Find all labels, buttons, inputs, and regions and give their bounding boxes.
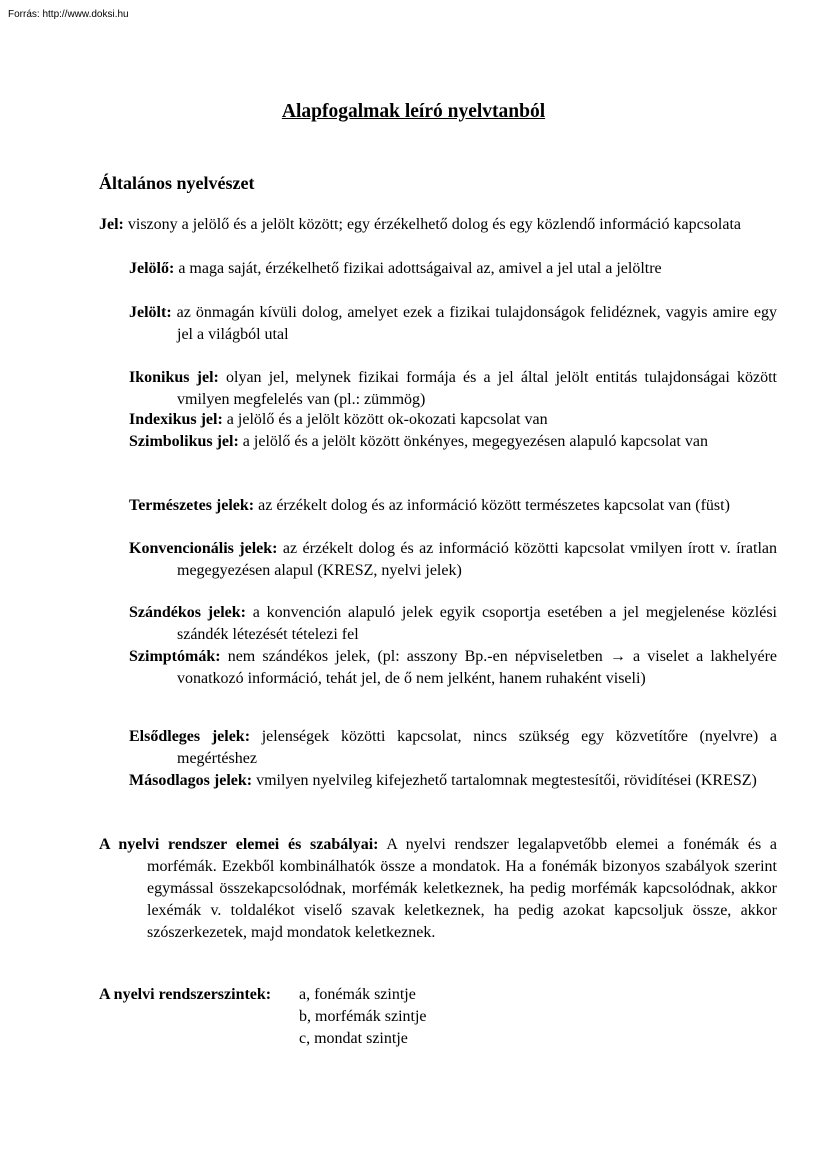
definition-termeszetes [129, 495, 777, 517]
page-title: Alapfogalmak leíró nyelvtanból [281, 101, 546, 122]
definition-text: viszony a jelölő és a jelölt között; egy érzékelhető dolog és egy közlendő információ kapcsolata [123, 216, 742, 233]
term: Jel: [99, 216, 124, 233]
rendszerszintek-label [99, 984, 271, 1006]
definition-szimptomak [129, 646, 777, 690]
term: Szimbolikus jel: [129, 433, 239, 450]
term: Jelölt: [129, 304, 172, 321]
section-heading: Általános nyelvészet [99, 173, 255, 193]
definition-text: A nyelvi rendszer legalapvetőbb elemei a fonémák és a morfémák. Ezekből kombinálhatók össze a mondatok. Ha a fonémák bizonyos szabályok szerint egymással összekapcsolódnak, morfémák keletkeznek, ha pedig morfémák kapcsolódnak, akkor lexémák v. toldalékot viselő szavak keletkeznek, ha pedig azokat kapcsoljuk össze, akkor szószerkezetek, majd mondatok keletkeznek. [147, 836, 778, 941]
definition-text: nem szándékos jelek, (pl: asszony Bp.-en népviseletben → a viselet a lakhelyére vonatkozó információ, tehát jel, de ő nem jelként, hanem ruhaként viseli) [177, 648, 777, 687]
term: Konvencionális jelek: [129, 540, 278, 557]
term: A nyelvi rendszer elemei és szabályai: [99, 836, 379, 853]
term: Indexikus jel: [129, 411, 223, 428]
definition-nyelvi-rendszer [99, 834, 777, 944]
definition-jelolo [129, 258, 777, 280]
definition-szimbolikus [129, 431, 777, 453]
term: Ikonikus jel: [129, 369, 219, 386]
term: Jelölő: [129, 260, 175, 277]
definition-szandekos [129, 602, 777, 646]
definition-text: a jelölő és a jelölt között önkényes, megegyezésen alapuló kapcsolat van [238, 433, 708, 450]
level-item: b, morfémák szintje [299, 1008, 427, 1025]
definition-konvencionalis [129, 538, 777, 582]
definition-text: vmilyen nyelvileg kifejezhető tartalomnak megtestesítői, rövidítései (KRESZ) [252, 772, 757, 789]
definition-jel [99, 214, 769, 236]
definition-text: olyan jel, melynek fizikai formája és a jel által jelölt entitás tulajdonságai között vmilyen megfelelés van (pl.: zümmög) [177, 369, 777, 408]
definition-masodlagos [129, 770, 777, 792]
term: A nyelvi rendszerszintek: [99, 986, 272, 1003]
definition-text: a maga saját, érzékelhető fizikai adottságaival az, amivel a jel utal a jelöltre [174, 260, 662, 277]
term: Elsődleges jelek: [129, 728, 251, 745]
definition-text: az érzékelt dolog és az információ közötti kapcsolat vmilyen írott v. íratlan megegyezésen alapul (KRESZ, nyelvi jelek) [177, 540, 778, 579]
definition-indexikus [129, 409, 777, 431]
term: Másodlagos jelek: [129, 772, 253, 789]
level-item: a, fonémák szintje [299, 986, 416, 1003]
definition-ikonikus [129, 367, 777, 411]
definition-text: az érzékelt dolog és az információ között természetes kapcsolat van (füst) [254, 497, 730, 514]
definition-text: jelenségek közötti kapcsolat, nincs szükség egy közvetítőre (nyelvre) a megértéshez [177, 728, 777, 767]
definition-jelolt [129, 302, 777, 346]
term: Szándékos jelek: [129, 604, 246, 621]
definition-text: az önmagán kívüli dolog, amelyet ezek a fizikai tulajdonságok felidéznek, vagyis amire egy jel a világból utal [171, 304, 777, 343]
term: Szimptómák: [129, 648, 221, 665]
term: Természetes jelek: [129, 497, 255, 514]
definition-text: a jelölő és a jelölt között ok-okozati kapcsolat van [222, 411, 548, 428]
definition-elsodleges [129, 726, 777, 770]
level-item: c, mondat szintje [299, 1030, 408, 1047]
definition-text: a konvención alapuló jelek egyik csoportja esetében a jel megjelenése közlési szándék létezését tételezi fel [177, 604, 777, 643]
source-line: Forrás: http://www.doksi.hu [8, 9, 129, 20]
